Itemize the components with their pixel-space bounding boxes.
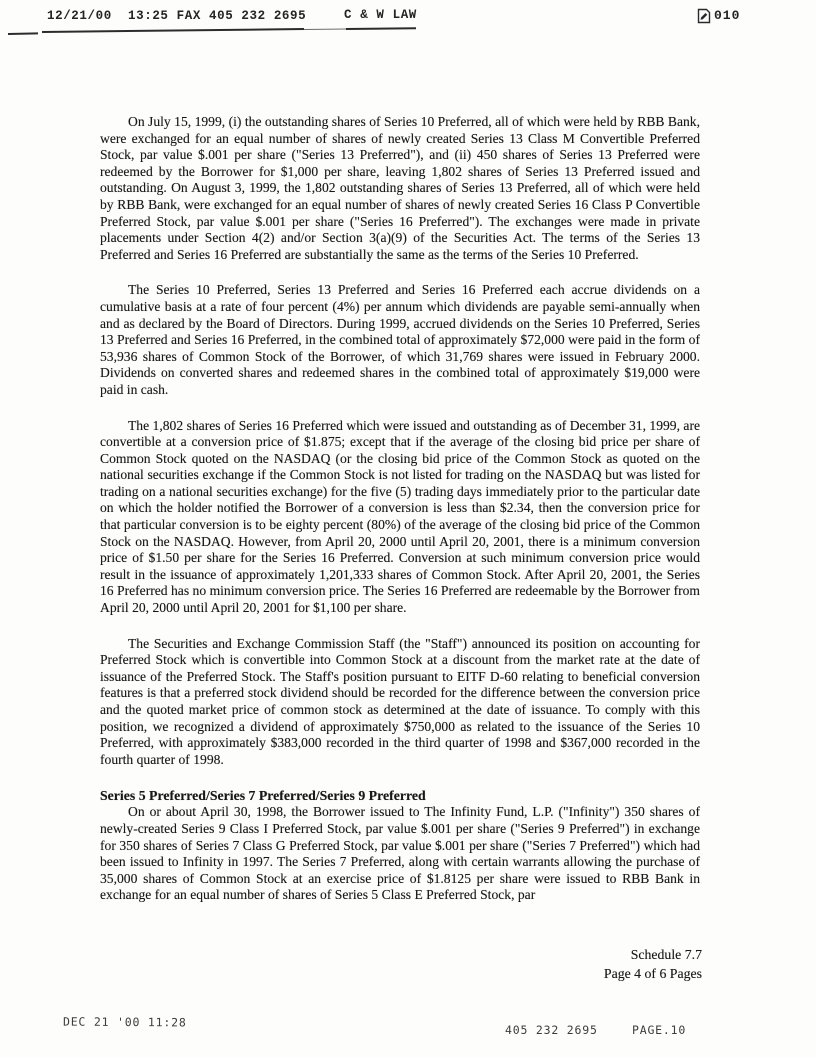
header-underline-sender: [346, 27, 416, 30]
fax-page-icon: [697, 8, 711, 24]
schedule-footer: [100, 946, 702, 983]
paragraph-dividends: The Series 10 Preferred, Series 13 Preferred and Series 16 Preferred each accrue dividends on a cumulative basis at a rate of four percent (4%) per annum which dividends are payable semi-annually when and as declared by the Board of Directors. During 1999, accrued dividends on the Series 10 Preferred, Series 13 Preferred and Series 16 Preferred, in the combined total of approximately $72,000 were paid in the form of 53,936 shares of Common Stock of the Borrower, of which 31,769 shares were issued in February 2000. Dividends on converted shares and redeemed shares in the combined total of approximately $19,000 were paid in cash.: [100, 282, 700, 397]
schedule-label: Schedule 7.7: [630, 947, 702, 962]
document-body: [100, 114, 700, 904]
fax-footer-number: 405 232 2695: [505, 1023, 598, 1037]
section-heading-series-5-7-9: Series 5 Preferred/Series 7 Preferred/Series 9 Preferred: [100, 788, 426, 804]
header-underline-main: [42, 28, 304, 33]
paragraph-sec-staff-position: The Securities and Exchange Commission Staff (the "Staff") announced its position on accounting for Preferred Stock which is convertible into Common Stock at a discount from the market rate at the date of issuance of the Preferred Stock. The Staff's position pursuant to EITF D-60 relating to beneficial conversion features is that a preferred stock dividend should be recorded for the difference between the conversion price and the quoted market price of common stock as determined at the date of issuance. To comply with this position, we recognized a dividend of approximately $750,000 as related to the issuance of the Series 10 Preferred, with approximately $383,000 recorded in the third quarter of 1998 and $367,000 recorded in the fourth quarter of 1998.: [100, 635, 700, 767]
fax-header-sender: C & W LAW: [344, 8, 417, 22]
paragraph-series-5-7-9: On or about April 30, 1998, the Borrower issued to The Infinity Fund, L.P. ("Infinity") 350 shares of newly-created Series 9 Class I Preferred Stock, par value $.001 per share ("Series 9 Preferred") in exchange for 350 shares of Series 7 Class G Preferred Stock, par value $.001 per share ("Series 7 Preferred") which had been issued to Infinity in 1997. The Series 7 Preferred, along with certain warrants allowing the purchase of 35,000 shares of Common Stock at an exercise price of $1.8125 per share were issued to RBB Bank in exchange for an equal number of shares of Series 5 Class E Preferred Stock, par: [100, 804, 700, 903]
fax-footer-page: PAGE.10: [632, 1023, 687, 1037]
fax-header-datetime-number: 12/21/00 13:25 FAX 405 232 2695: [47, 9, 307, 23]
fax-footer-timestamp: DEC 21 '00 11:28: [62, 1014, 187, 1030]
fax-page-counter: 010: [714, 8, 741, 23]
page-number-label: Page 4 of 6 Pages: [603, 965, 702, 981]
paragraph-conversion-terms: The 1,802 shares of Series 16 Preferred which were issued and outstanding as of December 31, 1999, are convertible at a conversion price of $1.875; except that if the average of the closing bid price per share of Common Stock quoted on the NASDAQ (or the closing bid price of the Common Stock as quoted on the national securities exchange if the Common Stock is not listed for trading on the NASDAQ but was listed for trading on a national securities exchange) for the five (5) trading days immediately prior to the particular date on which the holder notified the Borrower of a conversion is less than $2.34, then the conversion price for that particular conversion is to be eighty percent (80%) of the average of the closing bid price of the Common Stock on the NASDAQ. However, from April 20, 2000 until April 20, 2001, there is a minimum conversion price of $1.50 per share for the Series 16 Preferred. Conversion at such minimum conversion price would result in the issuance of approximately 1,201,333 shares of Common Stock. After April 20, 2001, the Series 16 Preferred has no minimum conversion price. The Series 16 Preferred are redeemable by the Borrower from April 20, 2000 until April 20, 2001 for $1,100 per share.: [100, 417, 700, 616]
header-underline-middle: [304, 28, 346, 29]
paragraph-series10-exchange: On July 15, 1999, (i) the outstanding shares of Series 10 Preferred, all of which were held by RBB Bank, were exchanged for an equal number of shares of newly created Series 13 Class M Convertible Preferred Stock, par value $.001 per share ("Series 13 Preferred"), and (ii) 450 shares of Series 13 Preferred were redeemed by the Borrower for $1,000 per share, leaving 1,802 shares of Series 13 Preferred issued and outstanding. On August 3, 1999, the 1,802 outstanding shares of Series 13 Preferred, all of which were held by RBB Bank, were exchanged for an equal number of shares of newly created Series 16 Class P Convertible Preferred Stock, par value $.001 per share ("Series 16 Preferred"). The exchanges were made in private placements under Section 4(2) and/or Section 3(a)(9) of the Securities Act. The terms of the Series 13 Preferred and Series 16 Preferred are substantially the same as the terms of the Series 10 Preferred.: [100, 114, 700, 262]
header-underline-dash: [8, 32, 38, 35]
